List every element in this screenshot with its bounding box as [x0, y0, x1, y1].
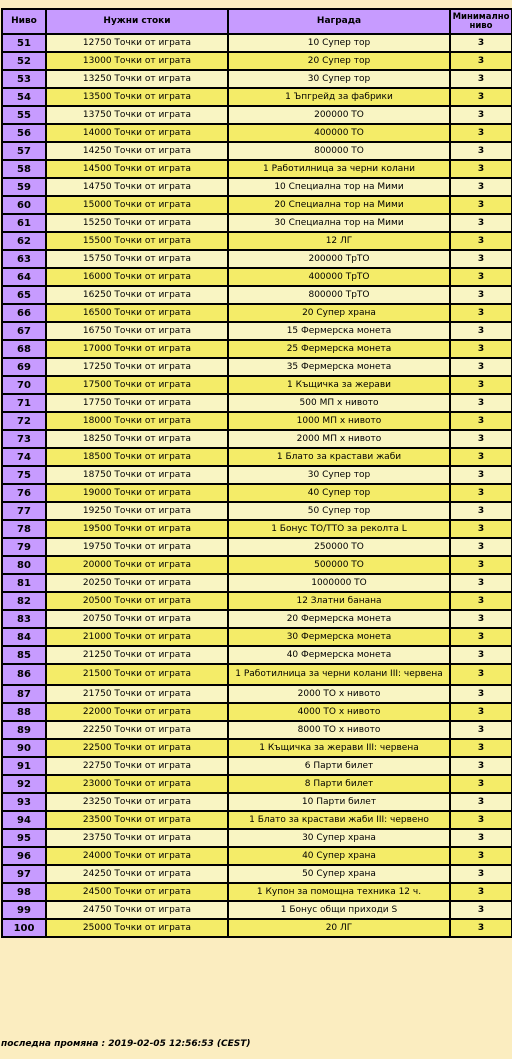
- table-row: [2, 214, 512, 232]
- table-row: [2, 739, 512, 757]
- min-level-cell: 3: [450, 757, 512, 775]
- reward-cell: 40 Фермерска монета: [228, 646, 450, 664]
- reward-cell: 1000 МП x нивото: [228, 412, 450, 430]
- min-level-cell: 3: [450, 106, 512, 124]
- table-row: [2, 178, 512, 196]
- reward-cell: 20 Супер храна: [228, 304, 450, 322]
- reward-cell: 35 Фермерска монета: [228, 358, 450, 376]
- level-cell: 90: [2, 739, 46, 757]
- goods-cell: 21750 Точки от играта: [46, 685, 228, 703]
- reward-cell: 2000 МП x нивото: [228, 430, 450, 448]
- goods-cell: 22000 Точки от играта: [46, 703, 228, 721]
- min-level-cell: 3: [450, 829, 512, 847]
- table-body: [2, 34, 512, 937]
- level-cell: 98: [2, 883, 46, 901]
- table-row: [2, 592, 512, 610]
- table-row: [2, 160, 512, 178]
- min-level-cell: 3: [450, 919, 512, 937]
- min-level-cell: 3: [450, 214, 512, 232]
- min-level-cell: 3: [450, 376, 512, 394]
- reward-cell: 1 Блато за крастави жаби: [228, 448, 450, 466]
- goods-cell: 20000 Точки от играта: [46, 556, 228, 574]
- min-level-cell: 3: [450, 901, 512, 919]
- level-cell: 66: [2, 304, 46, 322]
- reward-cell: 12 Златни банана: [228, 592, 450, 610]
- level-cell: 93: [2, 793, 46, 811]
- min-level-cell: 3: [450, 484, 512, 502]
- reward-cell: 800000 ТО: [228, 142, 450, 160]
- table-row: [2, 340, 512, 358]
- reward-cell: 15 Фермерска монета: [228, 322, 450, 340]
- table-row: [2, 721, 512, 739]
- level-cell: 89: [2, 721, 46, 739]
- table-row: [2, 865, 512, 883]
- header-min-level-line2: ниво: [469, 20, 493, 31]
- min-level-cell: 3: [450, 268, 512, 286]
- level-cell: 80: [2, 556, 46, 574]
- goods-cell: 17250 Точки от играта: [46, 358, 228, 376]
- reward-cell: 12 ЛГ: [228, 232, 450, 250]
- min-level-cell: 3: [450, 556, 512, 574]
- reward-cell: 25 Фермерска монета: [228, 340, 450, 358]
- goods-cell: 17500 Точки от играта: [46, 376, 228, 394]
- reward-cell: 800000 ТрТО: [228, 286, 450, 304]
- min-level-cell: 3: [450, 124, 512, 142]
- level-cell: 74: [2, 448, 46, 466]
- reward-cell: 1 Къщичка за жерави III: червена: [228, 739, 450, 757]
- goods-cell: 18000 Точки от играта: [46, 412, 228, 430]
- goods-cell: 24750 Точки от играта: [46, 901, 228, 919]
- min-level-cell: 3: [450, 142, 512, 160]
- goods-cell: 13750 Точки от играта: [46, 106, 228, 124]
- min-level-cell: 3: [450, 250, 512, 268]
- table-row: [2, 448, 512, 466]
- min-level-cell: 3: [450, 721, 512, 739]
- table-row: [2, 286, 512, 304]
- min-level-cell: 3: [450, 448, 512, 466]
- table-row: [2, 556, 512, 574]
- reward-cell: 200000 ТрТО: [228, 250, 450, 268]
- level-cell: 61: [2, 214, 46, 232]
- level-cell: 57: [2, 142, 46, 160]
- min-level-cell: 3: [450, 34, 512, 52]
- table-row: [2, 685, 512, 703]
- goods-cell: 15250 Точки от играта: [46, 214, 228, 232]
- level-cell: 53: [2, 70, 46, 88]
- min-level-cell: 3: [450, 412, 512, 430]
- level-cell: 67: [2, 322, 46, 340]
- goods-cell: 18750 Точки от играта: [46, 466, 228, 484]
- min-level-cell: 3: [450, 703, 512, 721]
- reward-cell: 1 Работилница за черни колани III: червена: [228, 664, 450, 685]
- min-level-cell: 3: [450, 610, 512, 628]
- table-row: [2, 322, 512, 340]
- reward-cell: 2000 ТО x нивото: [228, 685, 450, 703]
- level-cell: 88: [2, 703, 46, 721]
- table-row: [2, 304, 512, 322]
- reward-cell: 20 Супер тор: [228, 52, 450, 70]
- level-cell: 96: [2, 847, 46, 865]
- reward-cell: 30 Супер тор: [228, 70, 450, 88]
- level-cell: 83: [2, 610, 46, 628]
- table-row: [2, 520, 512, 538]
- min-level-cell: 3: [450, 196, 512, 214]
- min-level-cell: 3: [450, 394, 512, 412]
- rewards-table: [1, 8, 512, 938]
- goods-cell: 25000 Точки от играта: [46, 919, 228, 937]
- goods-cell: 13250 Точки от играта: [46, 70, 228, 88]
- table-row: [2, 34, 512, 52]
- goods-cell: 16750 Точки от играта: [46, 322, 228, 340]
- goods-cell: 20250 Точки от играта: [46, 574, 228, 592]
- min-level-cell: 3: [450, 178, 512, 196]
- reward-cell: 40 Супер храна: [228, 847, 450, 865]
- goods-cell: 14250 Точки от играта: [46, 142, 228, 160]
- min-level-cell: 3: [450, 847, 512, 865]
- reward-cell: 1 Бонус ТО/ТТО за реколта L: [228, 520, 450, 538]
- table-row: [2, 70, 512, 88]
- reward-cell: 200000 ТО: [228, 106, 450, 124]
- min-level-cell: 3: [450, 322, 512, 340]
- reward-cell: 4000 ТО x нивото: [228, 703, 450, 721]
- reward-cell: 20 Фермерска монета: [228, 610, 450, 628]
- goods-cell: 16500 Точки от играта: [46, 304, 228, 322]
- level-cell: 79: [2, 538, 46, 556]
- level-cell: 99: [2, 901, 46, 919]
- goods-cell: 21250 Точки от играта: [46, 646, 228, 664]
- table-row: [2, 196, 512, 214]
- level-cell: 76: [2, 484, 46, 502]
- reward-cell: 30 Супер тор: [228, 466, 450, 484]
- table-row: [2, 775, 512, 793]
- min-level-cell: 3: [450, 592, 512, 610]
- table-row: [2, 811, 512, 829]
- min-level-cell: 3: [450, 811, 512, 829]
- goods-cell: 23250 Точки от играта: [46, 793, 228, 811]
- level-cell: 87: [2, 685, 46, 703]
- level-cell: 56: [2, 124, 46, 142]
- min-level-cell: 3: [450, 793, 512, 811]
- table-row: [2, 901, 512, 919]
- level-cell: 64: [2, 268, 46, 286]
- goods-cell: 14000 Точки от играта: [46, 124, 228, 142]
- min-level-cell: 3: [450, 358, 512, 376]
- goods-cell: 12750 Точки от играта: [46, 34, 228, 52]
- level-cell: 97: [2, 865, 46, 883]
- reward-cell: 1 Блато за крастави жаби III: червено: [228, 811, 450, 829]
- goods-cell: 16250 Точки от играта: [46, 286, 228, 304]
- level-cell: 75: [2, 466, 46, 484]
- min-level-cell: 3: [450, 739, 512, 757]
- level-cell: 95: [2, 829, 46, 847]
- level-cell: 94: [2, 811, 46, 829]
- level-cell: 78: [2, 520, 46, 538]
- goods-cell: 20750 Точки от играта: [46, 610, 228, 628]
- reward-cell: 500000 ТО: [228, 556, 450, 574]
- header-row: [2, 9, 512, 34]
- min-level-cell: 3: [450, 304, 512, 322]
- header-min-level: [450, 9, 512, 34]
- reward-cell: 250000 ТО: [228, 538, 450, 556]
- table-row: [2, 466, 512, 484]
- goods-cell: 22250 Точки от играта: [46, 721, 228, 739]
- level-cell: 70: [2, 376, 46, 394]
- min-level-cell: 3: [450, 538, 512, 556]
- table-row: [2, 232, 512, 250]
- min-level-cell: 3: [450, 466, 512, 484]
- goods-cell: 18500 Точки от играта: [46, 448, 228, 466]
- table-row: [2, 829, 512, 847]
- min-level-cell: 3: [450, 88, 512, 106]
- goods-cell: 22500 Точки от играта: [46, 739, 228, 757]
- table-row: [2, 124, 512, 142]
- min-level-cell: 3: [450, 340, 512, 358]
- reward-cell: 50 Супер тор: [228, 502, 450, 520]
- level-cell: 85: [2, 646, 46, 664]
- reward-cell: 500 МП x нивото: [228, 394, 450, 412]
- goods-cell: 16000 Точки от играта: [46, 268, 228, 286]
- min-level-cell: 3: [450, 775, 512, 793]
- reward-cell: 30 Фермерска монета: [228, 628, 450, 646]
- reward-cell: 10 Специална тор на Мими: [228, 178, 450, 196]
- min-level-cell: 3: [450, 646, 512, 664]
- goods-cell: 15750 Точки от играта: [46, 250, 228, 268]
- header-min-level-line1: Минимално: [452, 11, 510, 22]
- level-cell: 81: [2, 574, 46, 592]
- min-level-cell: 3: [450, 430, 512, 448]
- min-level-cell: 3: [450, 865, 512, 883]
- min-level-cell: 3: [450, 502, 512, 520]
- level-cell: 86: [2, 664, 46, 685]
- min-level-cell: 3: [450, 232, 512, 250]
- level-cell: 62: [2, 232, 46, 250]
- table-row: [2, 628, 512, 646]
- goods-cell: 14500 Точки от играта: [46, 160, 228, 178]
- min-level-cell: 3: [450, 574, 512, 592]
- header-goods: Нужни стоки: [46, 9, 228, 34]
- min-level-cell: 3: [450, 52, 512, 70]
- goods-cell: 24250 Точки от играта: [46, 865, 228, 883]
- table-row: [2, 268, 512, 286]
- reward-cell: 20 ЛГ: [228, 919, 450, 937]
- reward-cell: 10 Супер тор: [228, 34, 450, 52]
- header-level: Ниво: [2, 9, 46, 34]
- reward-cell: 1 Купон за помощна техника 12 ч.: [228, 883, 450, 901]
- goods-cell: 19500 Точки от играта: [46, 520, 228, 538]
- table-row: [2, 703, 512, 721]
- level-cell: 52: [2, 52, 46, 70]
- level-cell: 65: [2, 286, 46, 304]
- goods-cell: 20500 Точки от играта: [46, 592, 228, 610]
- table-header: [2, 9, 512, 34]
- table-row: [2, 394, 512, 412]
- level-cell: 100: [2, 919, 46, 937]
- level-cell: 77: [2, 502, 46, 520]
- min-level-cell: 3: [450, 883, 512, 901]
- min-level-cell: 3: [450, 664, 512, 685]
- reward-cell: 400000 ТО: [228, 124, 450, 142]
- min-level-cell: 3: [450, 520, 512, 538]
- table-row: [2, 106, 512, 124]
- last-modified-footer: последна промяна : 2019-02-05 12:56:53 (CEST): [1, 1039, 251, 1049]
- min-level-cell: 3: [450, 685, 512, 703]
- reward-cell: 1 Ъпгрейд за фабрики: [228, 88, 450, 106]
- level-cell: 84: [2, 628, 46, 646]
- table-row: [2, 919, 512, 937]
- level-cell: 82: [2, 592, 46, 610]
- goods-cell: 17750 Точки от играта: [46, 394, 228, 412]
- reward-cell: 8000 ТО x нивото: [228, 721, 450, 739]
- min-level-cell: 3: [450, 70, 512, 88]
- table-row: [2, 502, 512, 520]
- table-row: [2, 646, 512, 664]
- table-row: [2, 793, 512, 811]
- table-row: [2, 412, 512, 430]
- goods-cell: 15500 Точки от играта: [46, 232, 228, 250]
- level-cell: 69: [2, 358, 46, 376]
- goods-cell: 24000 Точки от играта: [46, 847, 228, 865]
- goods-cell: 13500 Точки от играта: [46, 88, 228, 106]
- level-cell: 60: [2, 196, 46, 214]
- table-row: [2, 847, 512, 865]
- table-row: [2, 376, 512, 394]
- table-row: [2, 538, 512, 556]
- goods-cell: 22750 Точки от играта: [46, 757, 228, 775]
- level-cell: 59: [2, 178, 46, 196]
- reward-cell: 30 Супер храна: [228, 829, 450, 847]
- reward-cell: 8 Парти билет: [228, 775, 450, 793]
- level-cell: 54: [2, 88, 46, 106]
- goods-cell: 17000 Точки от играта: [46, 340, 228, 358]
- reward-cell: 6 Парти билет: [228, 757, 450, 775]
- level-cell: 92: [2, 775, 46, 793]
- goods-cell: 24500 Точки от играта: [46, 883, 228, 901]
- table-row: [2, 757, 512, 775]
- table-row: [2, 574, 512, 592]
- reward-cell: 30 Специална тор на Мими: [228, 214, 450, 232]
- goods-cell: 23750 Точки от играта: [46, 829, 228, 847]
- reward-cell: 1 Къщичка за жерави: [228, 376, 450, 394]
- level-cell: 51: [2, 34, 46, 52]
- table-row: [2, 52, 512, 70]
- reward-cell: 1 Бонус общи приходи S: [228, 901, 450, 919]
- table-row: [2, 142, 512, 160]
- goods-cell: 18250 Точки от играта: [46, 430, 228, 448]
- reward-cell: 50 Супер храна: [228, 865, 450, 883]
- reward-cell: 1 Работилница за черни колани: [228, 160, 450, 178]
- goods-cell: 13000 Точки от играта: [46, 52, 228, 70]
- goods-cell: 15000 Точки от играта: [46, 196, 228, 214]
- table-row: [2, 484, 512, 502]
- table-row: [2, 664, 512, 685]
- table-row: [2, 88, 512, 106]
- table-row: [2, 250, 512, 268]
- level-cell: 72: [2, 412, 46, 430]
- level-cell: 71: [2, 394, 46, 412]
- table-row: [2, 883, 512, 901]
- level-cell: 58: [2, 160, 46, 178]
- goods-cell: 21000 Точки от играта: [46, 628, 228, 646]
- reward-cell: 10 Парти билет: [228, 793, 450, 811]
- goods-cell: 23000 Точки от играта: [46, 775, 228, 793]
- table-row: [2, 610, 512, 628]
- reward-cell: 400000 ТрТО: [228, 268, 450, 286]
- goods-cell: 19250 Точки от играта: [46, 502, 228, 520]
- min-level-cell: 3: [450, 286, 512, 304]
- level-cell: 68: [2, 340, 46, 358]
- goods-cell: 19750 Точки от играта: [46, 538, 228, 556]
- table-row: [2, 430, 512, 448]
- level-cell: 91: [2, 757, 46, 775]
- min-level-cell: 3: [450, 628, 512, 646]
- min-level-cell: 3: [450, 160, 512, 178]
- level-cell: 73: [2, 430, 46, 448]
- reward-cell: 40 Супер тор: [228, 484, 450, 502]
- goods-cell: 19000 Точки от играта: [46, 484, 228, 502]
- table-row: [2, 358, 512, 376]
- goods-cell: 21500 Точки от играта: [46, 664, 228, 685]
- reward-cell: 1000000 ТО: [228, 574, 450, 592]
- goods-cell: 23500 Точки от играта: [46, 811, 228, 829]
- level-cell: 55: [2, 106, 46, 124]
- level-cell: 63: [2, 250, 46, 268]
- header-reward: Награда: [228, 9, 450, 34]
- goods-cell: 14750 Точки от играта: [46, 178, 228, 196]
- reward-cell: 20 Специална тор на Мими: [228, 196, 450, 214]
